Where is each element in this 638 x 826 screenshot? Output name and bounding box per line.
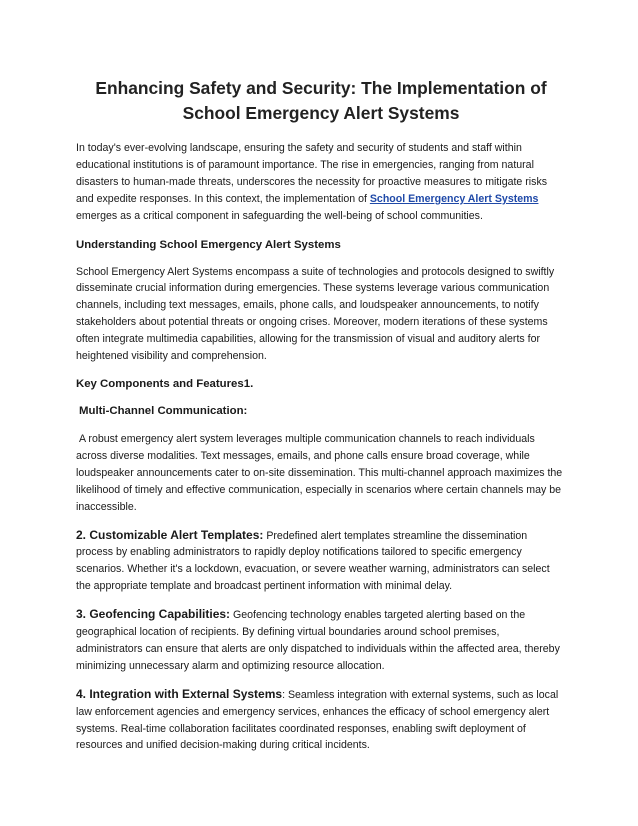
list-item-title: 4. Integration with External Systems <box>76 686 283 701</box>
list-item-title: 2. Customizable Alert Templates: <box>76 527 264 542</box>
school-emergency-alert-systems-link[interactable]: School Emergency Alert Systems <box>369 192 539 205</box>
list-item-integration <box>76 686 566 755</box>
list-item-title: 3. Geofencing Capabilities: <box>76 607 231 622</box>
list-item-geofencing <box>76 606 566 675</box>
list-item-customizable-templates <box>76 527 566 596</box>
section-heading-understanding: Understanding School Emergency Alert Systems <box>76 238 341 251</box>
list-item-text: Geofencing technology enables targeted alerting based on the geographical location of recipients. By defining virtual boundaries around school premises, administrators can ensure that alerts are only dispatched to individuals within the affected area, thereby minimizing unnecessary alarm and optimizing resource allocation. <box>76 609 560 672</box>
intro-text-after: emerges as a critical component in safeguarding the well-being of school communities. <box>76 209 483 222</box>
section-heading-key-components: Key Components and Features1. <box>76 377 254 390</box>
multi-channel-body-text: A robust emergency alert system leverages multiple communication channels to reach individuals across diverse modalities. Text messages, emails, and phone calls ensure broad coverage, while loudspeaker announcements cater to on-site dissemination. This multi-channel approach maximizes the likelihood of timely and effective communication, especially in scenarios where certain channels may be inaccessible. <box>76 432 563 513</box>
multi-channel-body <box>76 431 566 516</box>
subheading-multi-channel-text: Multi-Channel Communication: <box>79 404 248 417</box>
intro-paragraph <box>76 140 566 225</box>
subheading-multi-channel <box>76 403 566 419</box>
list-item-text: Predefined alert templates streamline the dissemination process by enabling administrators to rapidly deploy notifications tailored to specific emergency scenarios. Whether it's a lockdown, evacuation, or severe weather warning, administrators can select the appropriate template and broadcast pertinent information with minimal delay. <box>76 529 550 593</box>
page-title: Enhancing Safety and Security: The Implementation of School Emergency Alert Systems <box>95 78 547 123</box>
intro-text-before: In today's ever-evolving landscape, ensuring the safety and security of students and staff within educational institutions is of paramount importance. The rise in emergencies, ranging from natural disasters to human-made threats, underscores the necessity for proactive measures to mitigate risks and expedite responses. In this context, the implementation of <box>76 142 548 205</box>
section-body-understanding: School Emergency Alert Systems encompass a suite of technologies and protocols designed to swiftly disseminate crucial information during emergencies. These systems leverage various communication channels, including text messages, emails, phone calls, and loudspeaker announcements, to notify stakeholders about potential threats or ongoing crises. Moreover, modern iterations of these systems often integrate multimedia capabilities, allowing for the transmission of visual and auditory alerts for heightened visibility and comprehension. <box>76 265 555 363</box>
list-item-text: : Seamless integration with external systems, such as local law enforcement agencies and emergency services, enhances the efficacy of school emergency alert systems. Real-time collaboration facilitates coordinated responses, enabling swift deployment of resources and unified decision-making during critical incidents. <box>76 688 559 752</box>
